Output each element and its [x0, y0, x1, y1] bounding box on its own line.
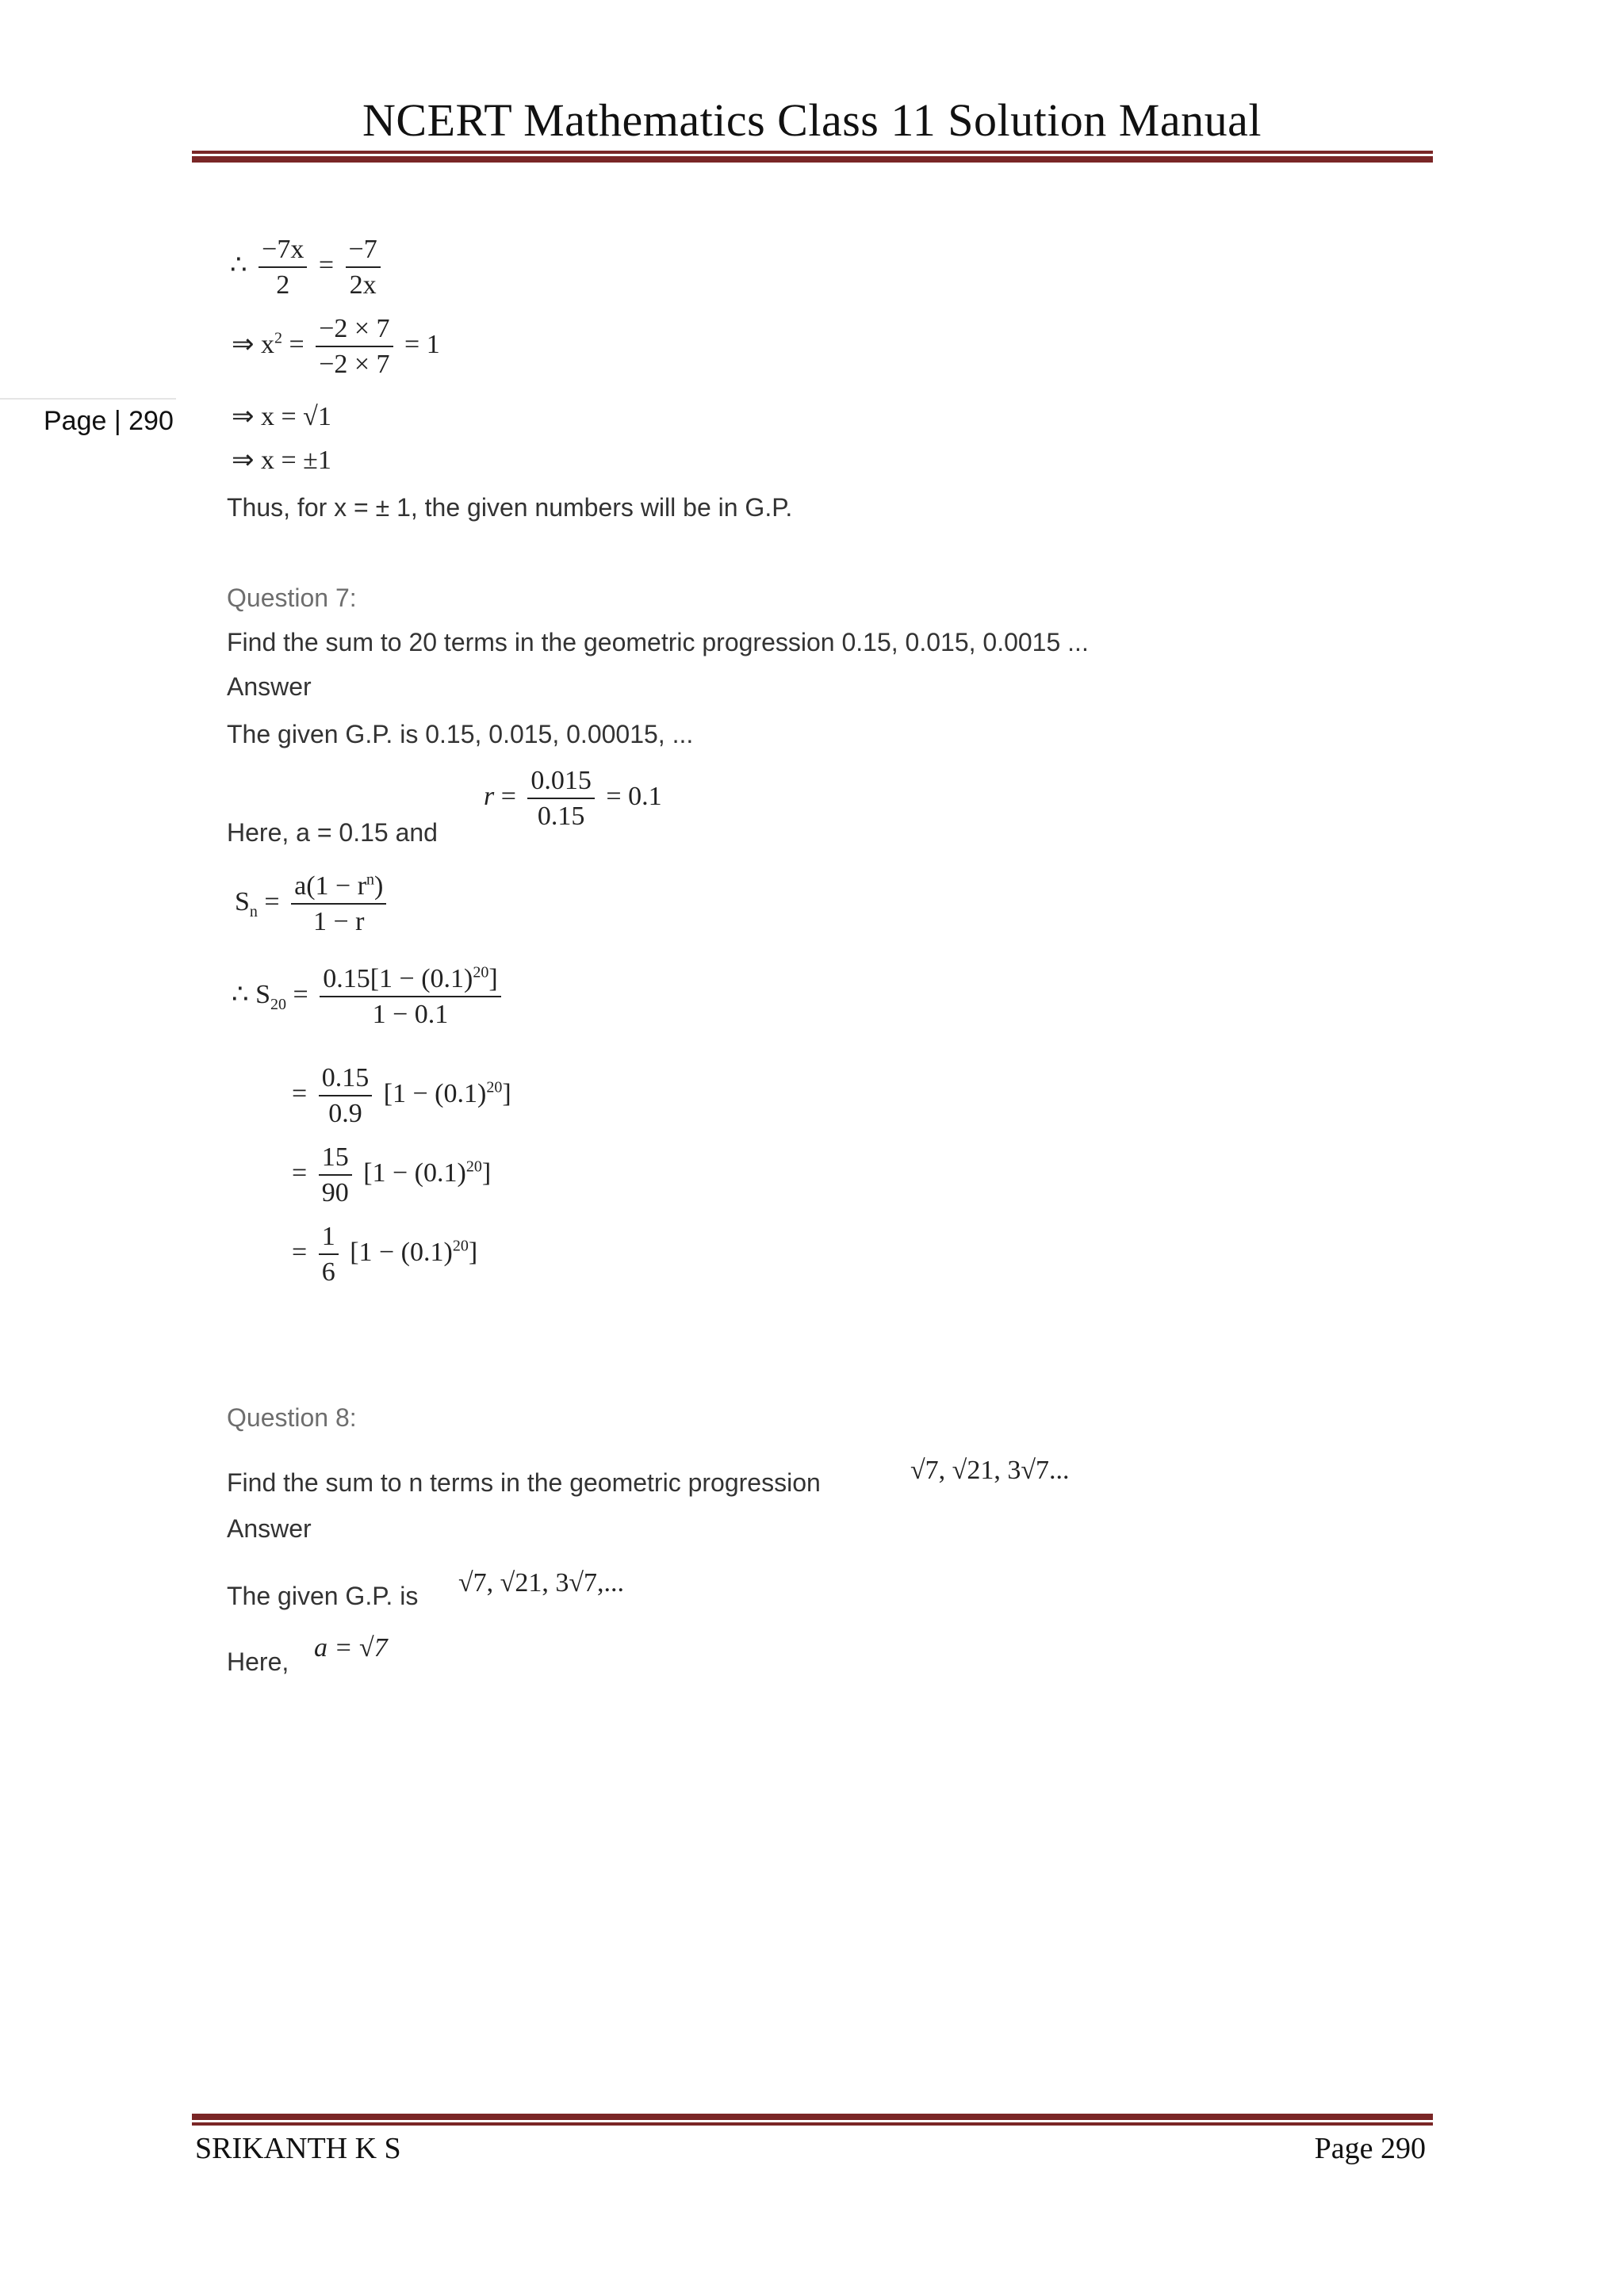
fraction-numerator: a(1 − r [294, 871, 367, 901]
fraction-numerator: 0.015 [527, 765, 595, 799]
fraction-denominator: 1 − r [312, 907, 365, 937]
step-2: = $\frac{15}{90}$ $[1 - (0.1)^{20}]$ [292, 1142, 492, 1208]
bracket-expression: [1 − (0.1) [363, 1158, 466, 1188]
given-gp-text: The given G.P. is [227, 1582, 419, 1610]
a-value: a = √7 [314, 1633, 388, 1663]
fraction-numerator: 0.15 [319, 1062, 373, 1096]
s20-formula: ∴ $S_{20}$ = $\frac{0.15[1 - (0.1)^{20}]}{1 - 0.1}$ [232, 963, 506, 1030]
given-gp-text: The given G.P. is 0.15, 0.015, 0.00015, ... [227, 720, 694, 748]
equation-line-4: ⇒ x = ±1 [232, 446, 331, 475]
bracket-expression: [1 − (0.1) [350, 1237, 453, 1267]
side-page-label: Page | 290 [44, 406, 174, 436]
question-8-heading: Question 8: [227, 1403, 357, 1432]
ratio-value: = 0.1 [606, 781, 662, 811]
fraction-numerator: 0.15[1 − (0.1) [323, 964, 473, 993]
exponent: 20 [465, 1158, 482, 1176]
question-7-heading: Question 7: [227, 584, 357, 612]
bracket-expression: [1 − (0.1) [383, 1078, 487, 1108]
fraction-denominator: 6 [321, 1257, 335, 1288]
fraction-denominator: 2 [276, 270, 290, 300]
page-title: NCERT Mathematics Class 11 Solution Manual [362, 94, 1262, 146]
footer-page-number: Page 290 [1314, 2132, 1426, 2165]
fraction-denominator: 0.9 [328, 1099, 362, 1129]
exponent: 20 [473, 963, 489, 982]
footer-rule-thin [192, 2122, 1433, 2126]
here-text: Here, a = 0.15 and [227, 818, 438, 847]
fraction-numerator: −7x [259, 234, 307, 268]
answer-label: Answer [227, 672, 312, 701]
answer-label: Answer [227, 1514, 312, 1543]
header-rule [192, 151, 1433, 154]
fraction-denominator: 1 − 0.1 [372, 1000, 449, 1030]
question-8-text: Find the sum to n terms in the geometric progression [227, 1468, 821, 1497]
exponent: 20 [452, 1237, 469, 1255]
equation-line-3: ⇒ x = √1 [232, 402, 331, 431]
exponent: 20 [486, 1078, 503, 1096]
fraction-numerator: −7 [346, 234, 381, 268]
fraction-denominator: 2x [349, 270, 377, 300]
equation-line-2: ⇒ $x^2$ = $\frac{-2 \times 7}{-2 \times 7}$ = 1 [232, 314, 440, 380]
footer-rule-thick [192, 2114, 1433, 2120]
given-gp-math: √7, √21, 3√7,... [458, 1568, 624, 1598]
ratio-equation: r = $\frac{0.015}{0.15}$ = 0.1 [484, 766, 662, 832]
fraction-numerator: 1 [319, 1221, 339, 1255]
step-3: = $\frac{1}{6}$ $[1 - (0.1)^{20}]$ [292, 1222, 478, 1288]
equation-line-1: ∴ $\frac{-7x}{2}$ = $\frac{-7}{2x}$ [230, 234, 385, 300]
footer-author: SRIKANTH K S [195, 2132, 401, 2165]
fraction-denominator: 90 [321, 1178, 349, 1208]
exponent: n [366, 871, 375, 889]
here-text: Here, [227, 1647, 289, 1676]
step-1: = $\frac{0.15}{0.9}$ $[1 - (0.1)^{20}]$ [292, 1063, 511, 1129]
fraction-denominator: 0.15 [537, 802, 585, 832]
side-rule [0, 398, 176, 400]
fraction-denominator: −2 × 7 [319, 350, 390, 380]
fraction-numerator: −2 × 7 [316, 313, 393, 347]
equation-rhs: = 1 [404, 329, 440, 359]
header-rule-thin [192, 156, 1433, 163]
conclusion-text: Thus, for x = ± 1, the given numbers will be in G.P. [227, 493, 793, 522]
question-8-math: √7, √21, 3√7... [910, 1456, 1070, 1485]
question-7-text: Find the sum to 20 terms in the geometric progression 0.15, 0.015, 0.0015 ... [227, 628, 1089, 656]
fraction-numerator: 15 [319, 1142, 352, 1176]
sn-formula: $S_n$ = $\frac{a(1 - r^n)}{1 - r}$ [235, 871, 391, 937]
